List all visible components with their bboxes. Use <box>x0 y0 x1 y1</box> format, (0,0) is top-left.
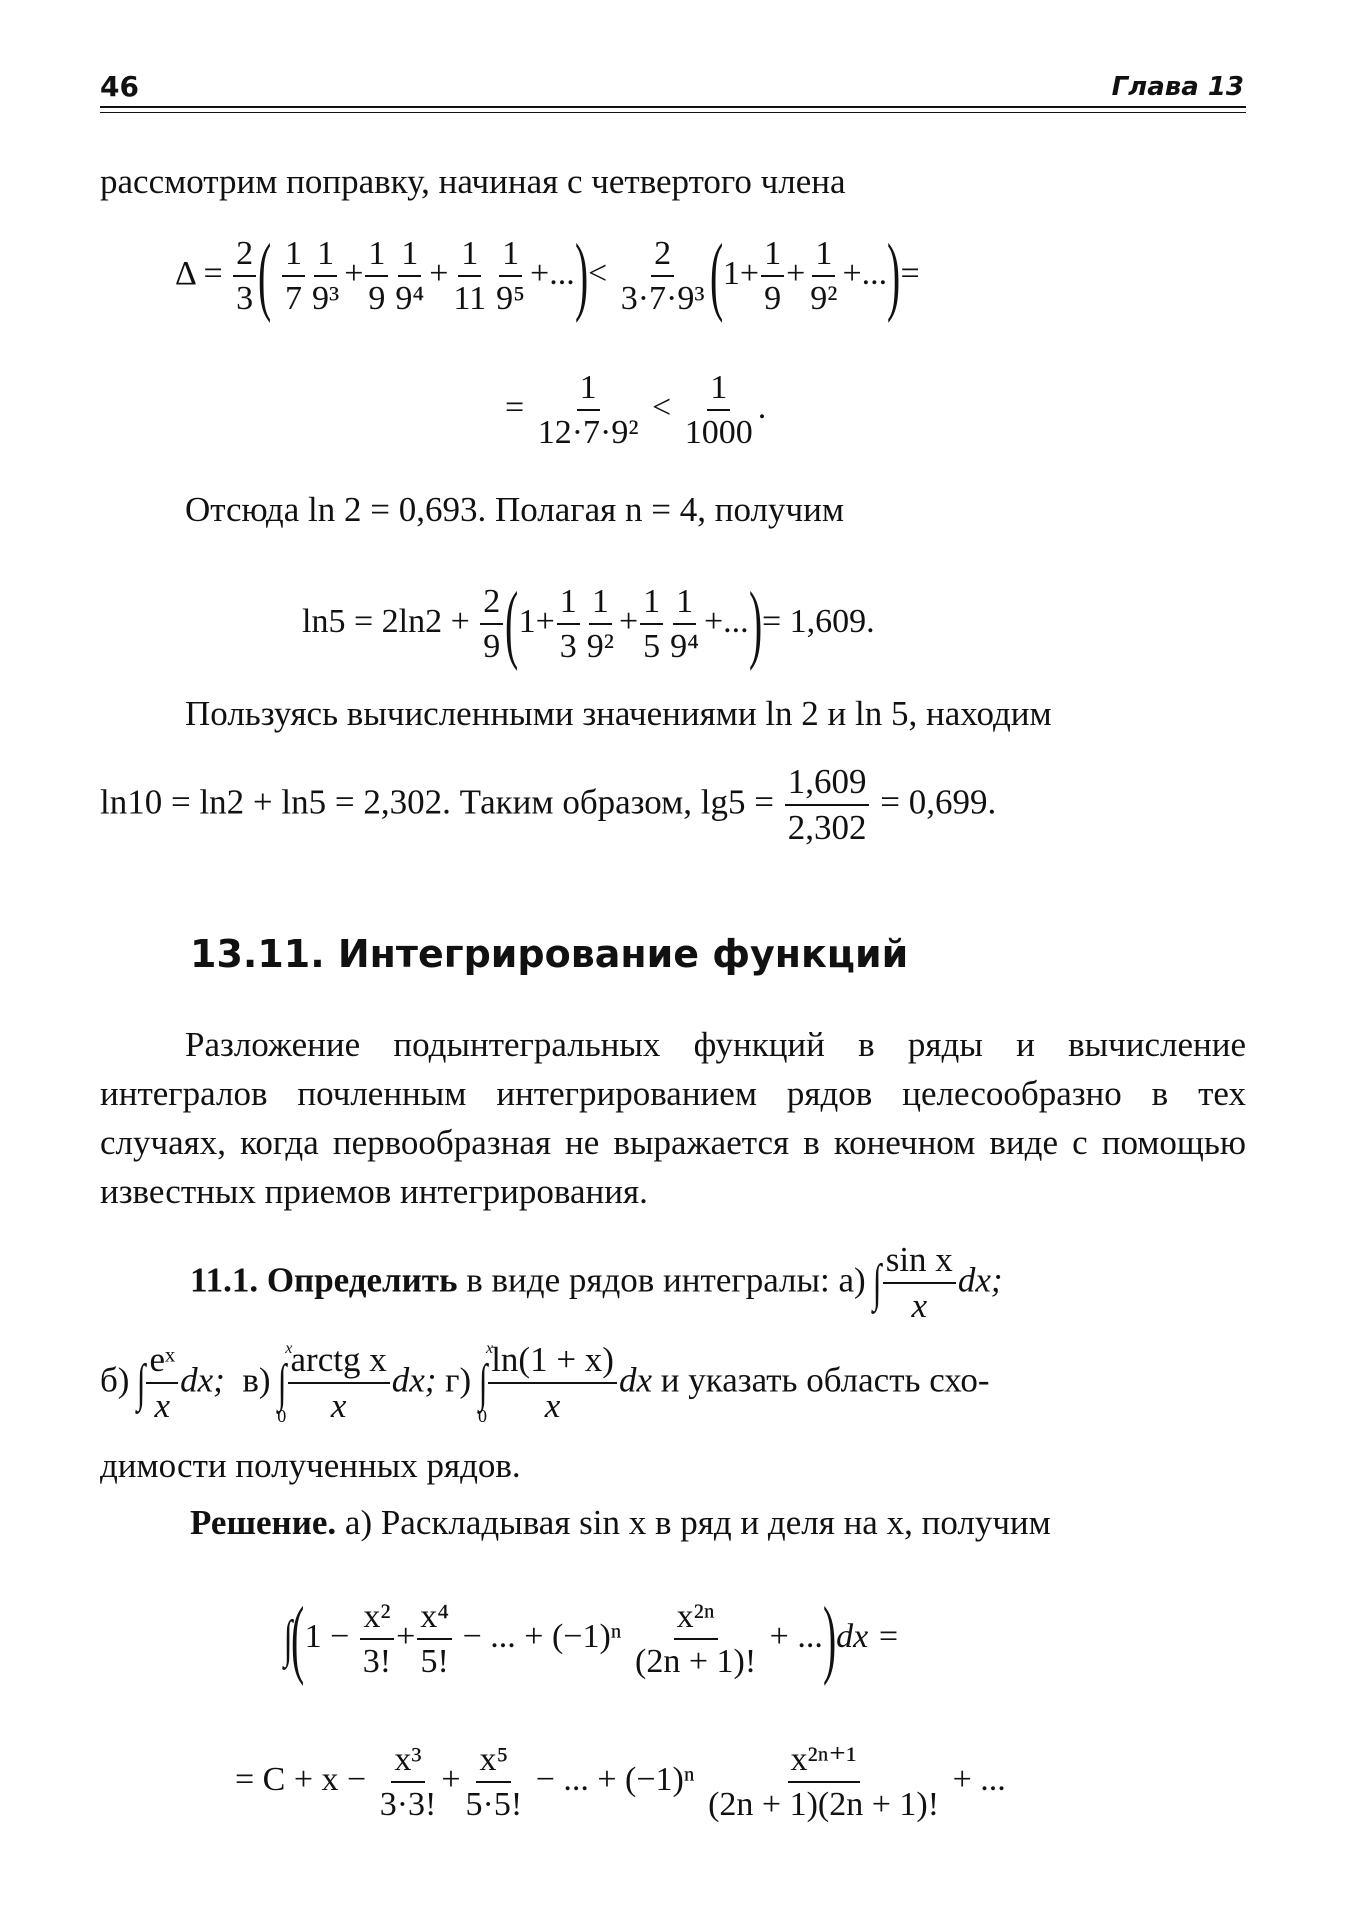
problem-line-3: димости полученных рядов. <box>100 1446 521 1485</box>
fraction: $\frac{\text{x³}}{3\cdot 3!}$ <box>379 1741 437 1824</box>
fraction: $\frac{1}{\text{9⁴}}$ <box>670 582 699 665</box>
fraction-2-3: $\frac{2}{3}$ <box>233 234 256 318</box>
solution-line: Решение. а) Раскладывая sin x в ряд и деля на x, получим <box>190 1503 1051 1542</box>
chapter-label: Глава 13 <box>1111 72 1244 102</box>
fraction: $\frac{2}{\text{3·7·9³}}$ <box>620 234 705 317</box>
problem-keyword: Определить <box>266 1260 458 1300</box>
fraction: $\frac{\text{x⁴}}{5!}$ <box>417 1597 452 1681</box>
paren-open: ( <box>291 1590 305 1687</box>
fraction: $\frac{1}{\text{9²}}$ <box>810 234 838 317</box>
integral-sign: ∫ <box>478 1354 488 1412</box>
delta-lead: Δ = <box>175 254 223 292</box>
fraction: $\frac{\ln(1 + x)}{x}$ <box>488 1340 617 1427</box>
fraction: $\frac{\text{x²ⁿ}}{(2n + 1)!}$ <box>635 1597 757 1680</box>
integral-sign: ∫ <box>873 1254 882 1312</box>
integral-sign: ∫ <box>283 1610 293 1668</box>
fraction: $\frac{\text{x⁵}}{5\cdot 5!}$ <box>465 1741 523 1824</box>
equation-delta: Δ = $\frac{2}{3}$ ( $\frac{1}{7}$ $\frac{1}{\text{9³}}$ + $\frac{1}{9}$ $\frac{1}{\text{9⁴}}$ + $\frac{1}{11}$ $\frac{1}{\text{9⁵}}$ +...)< $\frac{2}{\text{3·7·9³}}$ (1+ $\frac{1}{9}$ + $\frac{1}{\text{9²}}$ +...)= <box>175 227 920 324</box>
using-line: Пользуясь вычисленными значениями ln 2 и ln 5, находим <box>185 694 1052 733</box>
paren-open: ( <box>505 575 519 672</box>
fraction: $\frac{1}{7}$ <box>282 234 305 318</box>
paren-close: ) <box>887 227 901 324</box>
paren-open: ( <box>709 227 723 324</box>
problem-line-1: 11.1. Определить в виде рядов интегралы: а) ∫ $\frac{\text{sin x}}{x}$ dx; <box>190 1240 1003 1326</box>
fraction: $\frac{\text{x²ⁿ⁺¹}}{(2n + 1)(2n + 1)!}$ <box>708 1741 940 1824</box>
fraction: $\frac{1}{1000}$ <box>684 369 753 452</box>
integral-limits: x ∫ 0 <box>477 1339 494 1426</box>
body-paragraph: Разложение подынтегральных функций в ряды и вычисление интегралов почленным интегрированием рядов целесообразно в тех случаях, когда первообразная не выражается в конечном виде с помощью известных приемов интегрирования. <box>100 1025 1246 1211</box>
ln10-line: ln10 = ln2 + ln5 = 2,302. Таким образом, lg5 = $\frac{1,609}{2,302}$ = 0,699. <box>100 762 997 848</box>
fraction: $\frac{2}{9}$ <box>480 582 503 666</box>
integral-sign: ∫ <box>137 1354 146 1412</box>
problem-number: 11.1. <box>190 1260 259 1300</box>
integral-sign: ∫ <box>278 1354 287 1412</box>
fraction: $\frac{1}{\text{9³}}$ <box>311 234 340 317</box>
fraction: $\frac{1}{9}$ <box>761 234 784 318</box>
equation-delta-continued: = $\frac{1}{\text{12·7·9²}}$ < $\frac{1}{1000}$ . <box>505 369 767 452</box>
ln2-line: Отсюда ln 2 = 0,693. Полагая n = 4, получим <box>185 490 844 529</box>
header-rule-thin <box>100 112 1246 113</box>
solution-label: Решение. <box>190 1503 337 1542</box>
integral-limits: x ∫ 0 <box>277 1339 293 1426</box>
fraction: $\frac{\text{arctg x}}{x}$ <box>288 1340 390 1427</box>
paren-close: ) <box>574 227 588 324</box>
problem-line-2: б) ∫ $\frac{\text{eˣ}}{x}$ dx; в) x ∫ 0 $\frac{\text{arctg x}}{x}$ dx; г) x ∫ 0 $\frac{\ln(1 + x)}{x}$ dx и указать область схо- <box>100 1339 990 1426</box>
fraction: $\frac{\text{sin x}}{x}$ <box>883 1240 956 1327</box>
paren-open: ( <box>258 227 272 324</box>
header-rule <box>100 106 1246 108</box>
fraction: $\frac{1}{\text{9⁵}}$ <box>496 234 526 317</box>
equation-sin-result: = C + x − $\frac{\text{x³}}{3\cdot 3!}$ + $\frac{\text{x⁵}}{5\cdot 5!}$ − ... + (−1)ⁿ $\frac{\text{x²ⁿ⁺¹}}{(2n + 1)(2n + 1)!}$ + ... <box>235 1741 1006 1824</box>
fraction: $\frac{1}{5}$ <box>640 582 663 666</box>
intro-line: рассмотрим поправку, начиная с четвертого члена <box>100 162 846 201</box>
section-title: 13.11. Интегрирование функций <box>190 932 909 976</box>
fraction: $\frac{\text{eˣ}}{x}$ <box>146 1340 178 1427</box>
fraction: $\frac{1}{3}$ <box>557 582 580 666</box>
paren-close: ) <box>748 575 762 672</box>
equation-sin-series: ∫(1 − $\frac{\text{x²}}{3!}$ + $\frac{\text{x⁴}}{5!}$ − ... + (−1)ⁿ $\frac{\text{x²ⁿ}}{(2n + 1)!}$ + ...)dx = <box>283 1590 900 1687</box>
fraction: $\frac{\text{x²}}{3!}$ <box>360 1597 394 1681</box>
equation-ln5: ln5 = 2ln2 + $\frac{2}{9}$ (1+ $\frac{1}{3}$ $\frac{1}{\text{9²}}$ + $\frac{1}{5}$ $\frac{1}{\text{9⁴}}$ +...)= 1,609. <box>302 575 875 672</box>
fraction: $\frac{1}{\text{9²}}$ <box>586 582 614 665</box>
fraction: $\frac{1}{\text{9⁴}}$ <box>395 234 425 317</box>
page-number: 46 <box>100 70 139 103</box>
paren-close: ) <box>822 1590 837 1687</box>
fraction: $\frac{1}{11}$ <box>453 234 487 317</box>
fraction: $\frac{1}{\text{12·7·9²}}$ <box>537 369 639 452</box>
fraction: $\frac{1,609}{2,302}$ <box>785 762 870 849</box>
fraction: $\frac{1}{9}$ <box>365 234 388 318</box>
